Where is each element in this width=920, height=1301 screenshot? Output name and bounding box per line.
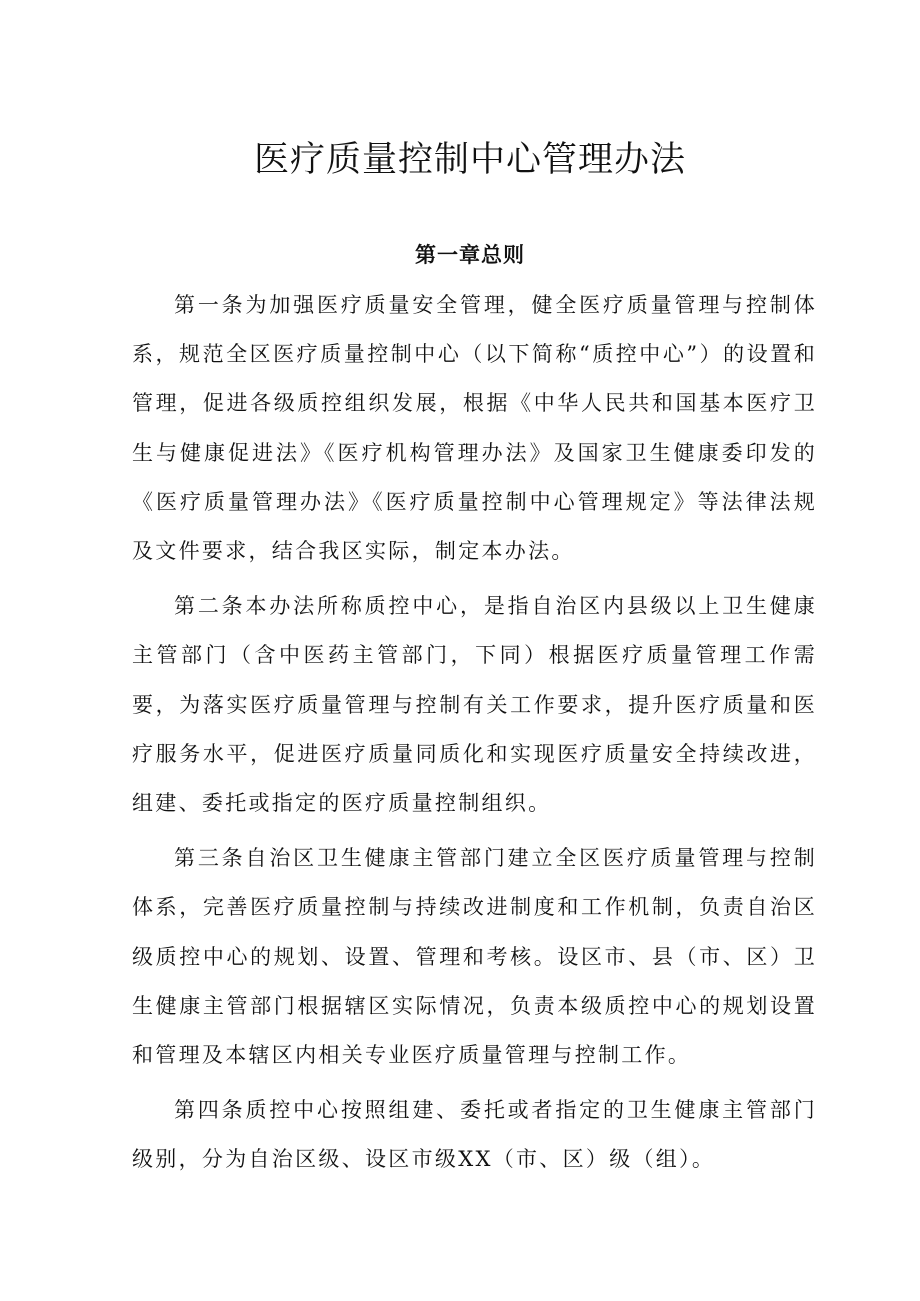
- document-title: 医疗质量控制中心管理办法: [253, 140, 686, 180]
- article-1-paragraph: 第一条为加强医疗质量安全管理，健全医疗质量管理与控制体系，规范全区医疗质量控制中心（以下简称“质控中心”）的设置和管理，促进各级质控组织发展，根据《中华人民共和国基本医疗卫生与健康促进法》《医疗机构管理办法》及国家卫生健康委印发的《医疗质量管理办法》《医疗质量控制中心管理规定》等法律法规及文件要求，结合我区实际，制定本办法。: [132, 293, 817, 564]
- article-4-paragraph: 第四条质控中心按照组建、委托或者指定的卫生健康主管部门级别，分为自治区级、设区市级XX（市、区）级（组）。: [132, 1098, 817, 1172]
- chapter-heading: 第一章总则: [415, 242, 525, 267]
- document-body: [132, 281, 817, 1191]
- article-3-paragraph: 第三条自治区卫生健康主管部门建立全区医疗质量管理与控制体系，完善医疗质量控制与持续改进制度和工作机制，负责自治区级质控中心的规划、设置、管理和考核。设区市、县（市、区）卫生健康主管部门根据辖区实际情况，负责本级质控中心的规划设置和管理及本辖区内相关专业医疗质量管理与控制工作。: [132, 846, 817, 1068]
- article-2-paragraph: 第二条本办法所称质控中心，是指自治区内县级以上卫生健康主管部门（含中医药主管部门，下同）根据医疗质量管理工作需要，为落实医疗质量管理与控制有关工作要求，提升医疗质量和医疗服务水平，促进医疗质量同质化和实现医疗质量安全持续改进，组建、委托或指定的医疗质量控制组织。: [132, 594, 817, 816]
